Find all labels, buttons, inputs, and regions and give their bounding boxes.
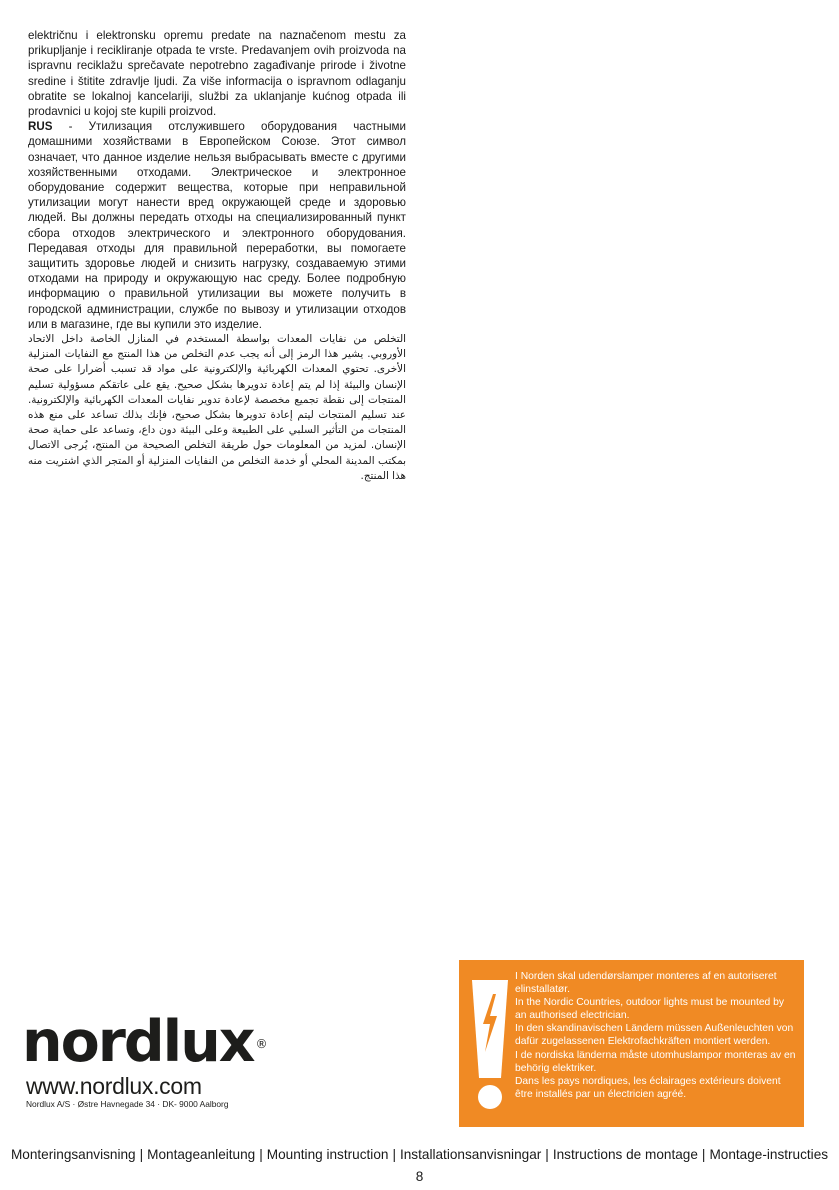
- page-number: 8: [415, 1169, 424, 1184]
- footer-titles: [0, 1147, 839, 1162]
- text-column: [28, 28, 406, 484]
- rus-language-label: RUS: [28, 120, 53, 134]
- footer-separator: |: [139, 1147, 144, 1162]
- warning-line-de: In den skandinavischen Ländern müssen Außenleuchten von dafür zugelassenen Elektrofachkräften montiert werden.: [515, 1023, 794, 1048]
- footer-title: Installationsanvisningar: [399, 1147, 542, 1162]
- company-address: Nordlux A/S · Østre Havnegade 34 · DK- 9000 Aalborg: [26, 1099, 229, 1109]
- footer-title: Monteringsanvisning: [10, 1147, 136, 1162]
- registered-mark: ®: [255, 1037, 268, 1051]
- russian-paragraph: [28, 119, 406, 332]
- warning-line-en: In the Nordic Countries, outdoor lights must be mounted by an authorised electrician.: [515, 997, 785, 1022]
- footer-separator: |: [392, 1147, 396, 1162]
- nordlux-logo: [22, 1009, 268, 1109]
- warning-text: [515, 970, 796, 1101]
- warning-line-fr: Dans les pays nordiques, les éclairages extérieurs doivent être installés par un électricien agréé.: [515, 1075, 781, 1100]
- warning-line-da: I Norden skal udendørslamper monteres af en autoriseret elinstallatør.: [515, 971, 777, 996]
- serbian-paragraph: električnu i elektronsku opremu predate na naznačenom mestu za prikupljanje i recikliranje otpada te vrste. Predavanjem ovih proizvoda na ispravnu reciklažu sprečavate nepotrebno zagađivanje prirode i životne sredine i štitite zdravlje ljudi. Za više informacija o ispravnom odlaganju obratite se lokalnoj kancelariji, službi za uklanjanje kućnog otpada ili prodavnici u kojoj ste kupili proizvod.: [28, 29, 406, 119]
- footer-separator: |: [545, 1147, 549, 1162]
- brand-wordmark: [22, 1009, 268, 1075]
- electrician-warning-box: [459, 960, 804, 1127]
- warning-line-sv: I de nordiska länderna måste utomhuslampor monteras av en behörig elektriker.: [515, 1049, 796, 1074]
- footer-title: Mounting instruction: [266, 1147, 389, 1162]
- footer-title: Instructions de montage: [552, 1147, 698, 1162]
- lightning-exclamation-icon: [469, 974, 511, 1112]
- arabic-paragraph: التخلص من نفايات المعدات بواسطة المستخدم في المنازل الخاصة داخل الاتحاد الأوروبي. يشير هذا الرمز إلى أنه يجب عدم التخلص من هذا المنتج مع النفايات المنزلية الأخرى. تحتوي المعدات الكهربائية والإلكترونية على مواد قد تسبب أضرارا على صحة الإنسان والبيئة إذا لم يتم إعادة تدويرها بشكل صحيح. يقع على عاتقكم مسؤولية تسليم المنتجات إلى نقطة تجميع مخصصة لإعادة تدوير نفايات المعدات الكهربائية والإلكترونية. عند تسليم المنتجات ليتم إعادة تدويرها بشكل صحيح، فإنك بذلك تساعد على منع هذه المنتجات من التأثير السلبي على الطبيعة وعلى البيئة دون داع، وتساعد على حماية صحة الإنسان. لمزيد من المعلومات حول طريقة التخلص الصحيحة من المنتج، يُرجى الاتصال بمكتب المدينة المحلي أو خدمة التخلص من النفايات المنزلية أو المتجر الذي اشتريت منه هذا المنتج.: [28, 333, 406, 482]
- brand-name: nordlux: [22, 1009, 254, 1075]
- footer-title: Montage-instructies: [709, 1147, 829, 1162]
- russian-text: - Утилизация отслужившего оборудования частными домашними хозяйствами в Европейском Союзе. Этот символ означает, что данное изделие нельзя выбрасывать вместе с другими хозяйственными отходами. Электрическое и электронное оборудование содержит вещества, которые при неправильной утилизации могут нанести вред окружающей среде и здоровью людей. Вы должны передать отходы на специализированный пункт сбора отходов электрического и электронного оборудования. Передавая отходы для правильной переработки, вы помогаете защитить здоровье людей и снизить нагрузку, создаваемую этими отходами на природу и окружающую нас среду. Более подробную информацию о правильной утилизации вы можете получить в городской администрации, службе по вывозу и утилизации отходов или в магазине, где вы купили это изделие.: [28, 120, 406, 331]
- footer-title: Montageanleitung: [147, 1147, 256, 1162]
- website-url: www.nordlux.com: [26, 1073, 202, 1099]
- footer-separator: |: [259, 1147, 263, 1162]
- footer-separator: |: [701, 1147, 706, 1162]
